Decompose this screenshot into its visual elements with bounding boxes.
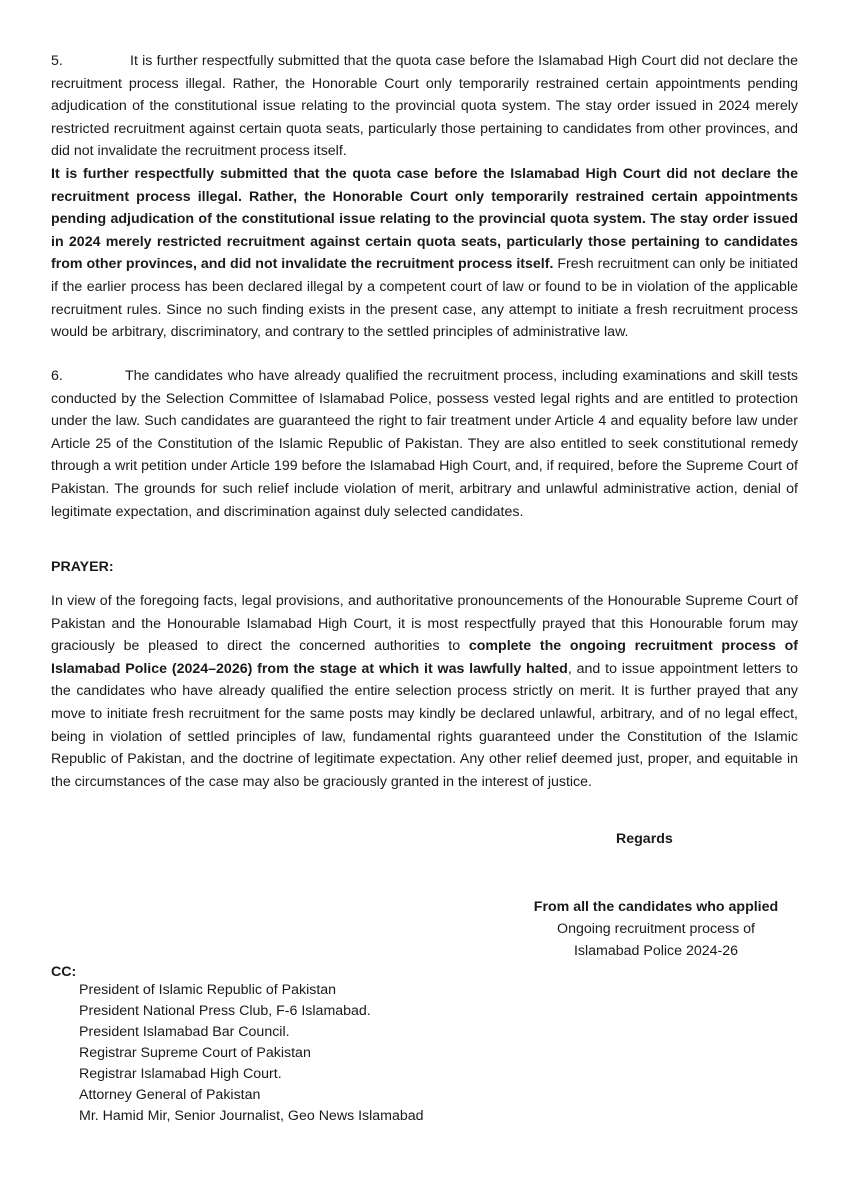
cc-label: CC: xyxy=(51,964,77,980)
paragraph-5-text: It is further respectfully submitted that the quota case before the Islamabad High Court did not declare the recruitment process illegal. Rather, the Honorable Court only temporarily restrained certain appointments pending adjudication of the constitutional issue relating to the provincial quota system. The stay order issued in 2024 merely restricted recruitment against certain quota seats, particularly those pertaining to candidates from other provinces, and did not invalidate the recruitment process itself. xyxy=(51,53,798,160)
paragraph-5-number: 5. xyxy=(51,53,63,69)
cc-item: Mr. Hamid Mir, Senior Journalist, Geo News Islamabad xyxy=(79,1108,424,1124)
cc-list xyxy=(79,980,424,1127)
signature-block xyxy=(509,896,803,962)
prayer-text-intro: In view of the foregoing facts, legal provisions, and authoritative pronouncements of the Honourable Supreme Court of Pakistan and the Honourable Islamabad High Court, it is most respectfully prayed that this Honourable forum may graciously be pleased to direct the concerned authorities to xyxy=(51,593,798,655)
paragraph-5 xyxy=(51,50,798,344)
paragraph-5-bold-text: It is further respectfully submitted that the quota case before the Islamabad High Court did not declare the recruitment process illegal. Rather, the Honorable Court only temporarily restrained certain appointments pending adjudication of the constitutional issue relating to the provincial quota system. The stay order issued in 2024 merely restricted recruitment against certain quota seats, particularly those pertaining to candidates from other provinces, and did not invalidate the recruitment process itself. Fresh recruitment can only be initiated if the earlier process has been declared illegal by a competent court of law or found to be in violation of the applicable recruitment rules. Since no such finding exists in the present case, any attempt to initiate a fresh recruitment process would be arbitrary, discriminatory, and contrary to the settled principles of administrative law. xyxy=(51,165,798,341)
cc-item: President of Islamic Republic of Pakistan xyxy=(79,982,337,998)
signature-line-2: Ongoing recruitment process of xyxy=(557,921,755,937)
signature-from-line: From all the candidates who applied xyxy=(533,899,779,915)
cc-item: Registrar Supreme Court of Pakistan xyxy=(79,1045,311,1061)
cc-item: Registrar Islamabad High Court. xyxy=(79,1066,282,1082)
prayer-paragraph xyxy=(51,590,798,793)
paragraph-6 xyxy=(51,365,798,523)
paragraph-6-number: 6. xyxy=(51,368,63,384)
cc-item: Attorney General of Pakistan xyxy=(79,1087,261,1103)
paragraph-5-continuation: Fresh recruitment can only be initiated if the earlier process has been declared illegal by a competent court of law or found to be in violation of the applicable recruitment rules. Since no such finding exists in the present case, any attempt to initiate a fresh recruitment process would be arbitrary, discriminatory, and contrary to the settled principles of administrative law. xyxy=(51,256,798,341)
prayer-heading: PRAYER: xyxy=(51,559,114,575)
cc-item: President National Press Club, F-6 Islamabad. xyxy=(79,1003,371,1019)
prayer-text-bold: complete the ongoing recruitment process of Islamabad Police (2024–2026) from the stage at which it was lawfully halted xyxy=(51,638,798,677)
paragraph-6-text: The candidates who have already qualified the recruitment process, including examinations and skill tests conducted by the Selection Committee of Islamabad Police, possess vested legal rights and are entitled to protection under the law. Such candidates are guaranteed the right to fair treatment under Article 4 and equality before law under Article 25 of the Constitution of the Islamic Republic of Pakistan. They are also entitled to seek constitutional remedy through a writ petition under Article 199 before the Islamabad High Court, and, if required, before the Supreme Court of Pakistan. The grounds for such relief include violation of merit, arbitrary and unlawful administrative action, denial of legitimate expectation, and discrimination against duly selected candidates. xyxy=(51,368,798,520)
prayer-text-rest: , and to issue appointment letters to the candidates who have already qualified the entire selection process strictly on merit. It is further prayed that any move to initiate fresh recruitment for the same posts may kindly be declared unlawful, arbitrary, and of no legal effect, being in violation of settled principles of law, fundamental rights guaranteed under the Constitution of the Islamic Republic of Pakistan, and the doctrine of legitimate expectation. Any other relief deemed just, proper, and equitable in the circumstances of the case may also be graciously granted in the interest of justice. xyxy=(51,660,798,790)
regards-text: Regards xyxy=(616,831,673,847)
cc-item: President Islamabad Bar Council. xyxy=(79,1024,290,1040)
signature-line-3: Islamabad Police 2024-26 xyxy=(573,943,739,959)
